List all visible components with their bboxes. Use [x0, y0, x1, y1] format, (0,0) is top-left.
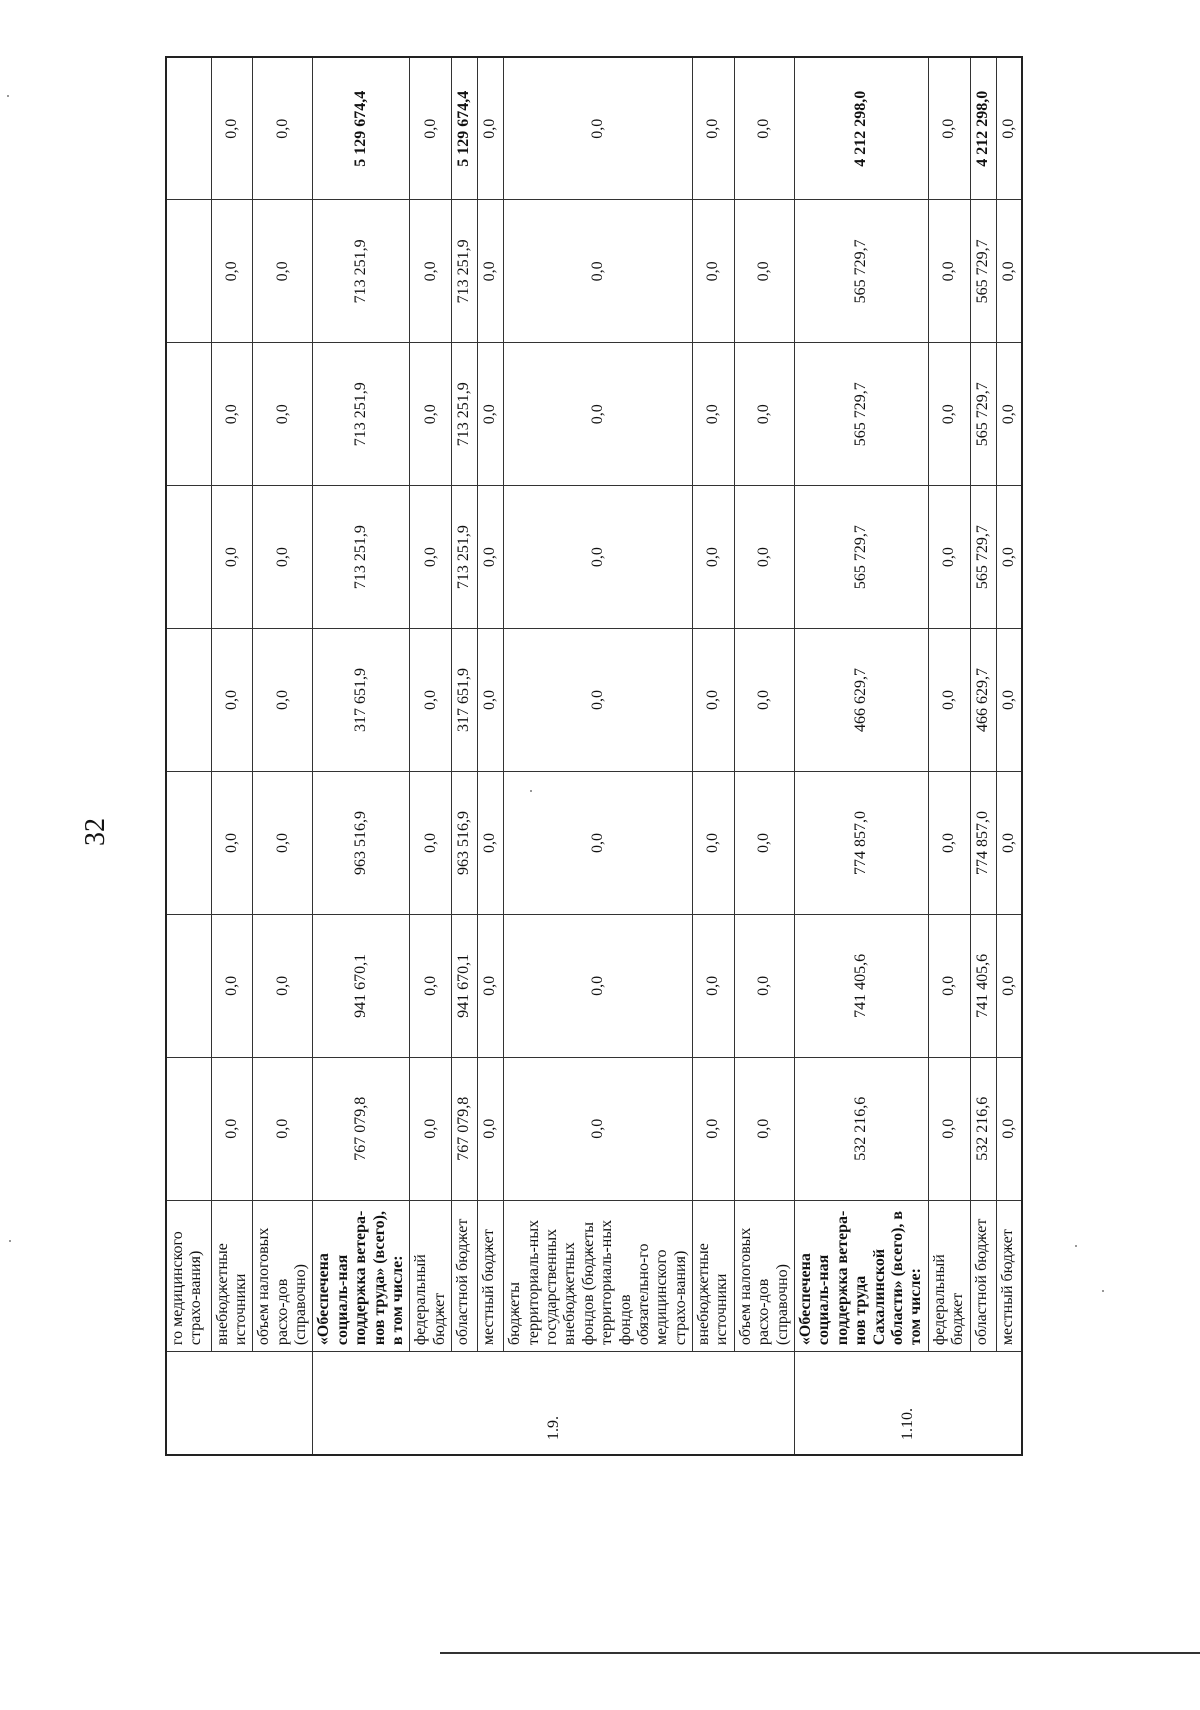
value-cell: 0,0	[253, 343, 313, 486]
value-cell: 0,0	[211, 200, 253, 343]
table-row	[734, 57, 794, 1455]
value-cell: 0,0	[928, 771, 970, 914]
value-cell	[166, 771, 211, 914]
value-cell: 0,0	[253, 771, 313, 914]
value-cell: 941 670,1	[452, 914, 478, 1057]
value-cell: 767 079,8	[313, 1057, 410, 1200]
value-cell: 0,0	[693, 629, 735, 772]
table-row	[928, 57, 970, 1455]
value-cell: 0,0	[996, 1057, 1022, 1200]
row-label: федеральный бюджет	[410, 1200, 452, 1351]
value-cell: 0,0	[996, 200, 1022, 343]
table-row	[693, 57, 735, 1455]
value-cell: 565 729,7	[970, 200, 996, 343]
value-cell: 941 670,1	[313, 914, 410, 1057]
row-label: федеральный бюджет	[928, 1200, 970, 1351]
total-cell: 0,0	[253, 57, 313, 200]
value-cell: 0,0	[693, 771, 735, 914]
row-label: областной бюджет	[452, 1200, 478, 1351]
total-cell: 4 212 298,0	[970, 57, 996, 200]
scan-speck	[1102, 1290, 1104, 1292]
bottom-rule	[440, 1652, 1200, 1654]
row-number-cell	[166, 1352, 313, 1455]
value-cell: 0,0	[693, 343, 735, 486]
value-cell: 466 629,7	[970, 629, 996, 772]
value-cell: 0,0	[410, 629, 452, 772]
budget-table-rotated	[165, 56, 1020, 1456]
value-cell: 0,0	[410, 914, 452, 1057]
value-cell: 963 516,9	[313, 771, 410, 914]
value-cell: 0,0	[928, 200, 970, 343]
total-cell: 0,0	[734, 57, 794, 200]
table-row	[996, 57, 1022, 1455]
value-cell	[166, 486, 211, 629]
table-row	[253, 57, 313, 1455]
value-cell: 0,0	[211, 1057, 253, 1200]
value-cell: 0,0	[410, 486, 452, 629]
row-label: местный бюджет	[996, 1200, 1022, 1351]
value-cell: 0,0	[410, 1057, 452, 1200]
value-cell: 0,0	[478, 486, 504, 629]
row-label: местный бюджет	[478, 1200, 504, 1351]
total-cell: 5 129 674,4	[452, 57, 478, 200]
total-cell: 0,0	[693, 57, 735, 200]
table-body	[166, 57, 1022, 1455]
value-cell: 532 216,6	[970, 1057, 996, 1200]
value-cell: 0,0	[996, 629, 1022, 772]
total-cell: 0,0	[211, 57, 253, 200]
row-number-cell: 1.9.	[313, 1352, 795, 1455]
value-cell: 0,0	[734, 629, 794, 772]
value-cell: 0,0	[693, 486, 735, 629]
value-cell: 713 251,9	[313, 200, 410, 343]
value-cell: 0,0	[211, 914, 253, 1057]
row-label: объем налоговых расхо-дов (справочно)	[734, 1200, 794, 1351]
value-cell	[166, 629, 211, 772]
value-cell	[166, 1057, 211, 1200]
value-cell: 0,0	[211, 629, 253, 772]
value-cell: 0,0	[693, 1057, 735, 1200]
table-row	[452, 57, 478, 1455]
value-cell: 0,0	[734, 1057, 794, 1200]
value-cell: 0,0	[504, 629, 693, 772]
row-label: «Обеспечена социаль-ная поддержка ветера-нов труда» (всего), в том числе:	[313, 1200, 410, 1351]
value-cell: 774 857,0	[970, 771, 996, 914]
value-cell: 0,0	[478, 771, 504, 914]
value-cell: 0,0	[253, 200, 313, 343]
row-label: объем налоговых расхо-дов (справочно)	[253, 1200, 313, 1351]
table-row	[504, 57, 693, 1455]
value-cell: 0,0	[996, 343, 1022, 486]
table-row	[970, 57, 996, 1455]
value-cell: 0,0	[928, 486, 970, 629]
scan-speck	[1075, 1245, 1077, 1247]
value-cell: 0,0	[734, 914, 794, 1057]
value-cell: 0,0	[478, 914, 504, 1057]
value-cell: 0,0	[734, 486, 794, 629]
total-cell: 0,0	[410, 57, 452, 200]
value-cell: 0,0	[478, 343, 504, 486]
value-cell: 0,0	[928, 343, 970, 486]
value-cell: 0,0	[734, 771, 794, 914]
value-cell: 713 251,9	[313, 486, 410, 629]
value-cell: 565 729,7	[795, 200, 929, 343]
row-number-cell: 1.10.	[795, 1352, 1023, 1455]
value-cell: 0,0	[734, 343, 794, 486]
total-cell: 0,0	[928, 57, 970, 200]
value-cell: 963 516,9	[452, 771, 478, 914]
value-cell: 0,0	[504, 200, 693, 343]
table-row	[478, 57, 504, 1455]
value-cell: 0,0	[734, 200, 794, 343]
value-cell: 466 629,7	[795, 629, 929, 772]
scan-speck	[7, 95, 9, 97]
value-cell: 713 251,9	[452, 343, 478, 486]
total-cell: 5 129 674,4	[313, 57, 410, 200]
value-cell: 741 405,6	[970, 914, 996, 1057]
value-cell: 0,0	[504, 486, 693, 629]
value-cell	[166, 343, 211, 486]
value-cell: 0,0	[410, 771, 452, 914]
value-cell: 0,0	[253, 629, 313, 772]
value-cell: 0,0	[996, 486, 1022, 629]
table-row	[410, 57, 452, 1455]
value-cell: 774 857,0	[795, 771, 929, 914]
value-cell: 0,0	[928, 629, 970, 772]
total-cell: 0,0	[996, 57, 1022, 200]
table-row	[211, 57, 253, 1455]
value-cell: 317 651,9	[313, 629, 410, 772]
value-cell: 565 729,7	[970, 343, 996, 486]
value-cell: 0,0	[928, 914, 970, 1057]
row-label: внебюджетные источники	[693, 1200, 735, 1351]
budget-table	[165, 56, 1023, 1456]
value-cell: 741 405,6	[795, 914, 929, 1057]
value-cell: 0,0	[693, 200, 735, 343]
value-cell: 565 729,7	[795, 486, 929, 629]
row-label: бюджеты территориаль-ных государственных внебюджетных фондов (бюджеты территориаль-ных фондов обязательно-го медицинского страхо-вания)	[504, 1200, 693, 1351]
value-cell: 713 251,9	[313, 343, 410, 486]
total-cell: 0,0	[504, 57, 693, 200]
value-cell: 0,0	[504, 343, 693, 486]
row-label: «Обеспечена социаль-ная поддержка ветера-нов труда Сахалинской области» (всего), в том числе:	[795, 1200, 929, 1351]
total-cell: 4 212 298,0	[795, 57, 929, 200]
row-label: внебюджетные источники	[211, 1200, 253, 1351]
value-cell: 565 729,7	[970, 486, 996, 629]
scan-speck	[9, 1240, 11, 1242]
table-row	[795, 57, 929, 1455]
value-cell: 0,0	[211, 343, 253, 486]
value-cell: 767 079,8	[452, 1057, 478, 1200]
value-cell: 317 651,9	[452, 629, 478, 772]
total-cell	[166, 57, 211, 200]
value-cell	[166, 200, 211, 343]
table-row	[313, 57, 410, 1455]
scan-speck	[530, 790, 532, 792]
value-cell: 0,0	[996, 914, 1022, 1057]
value-cell: 0,0	[211, 486, 253, 629]
value-cell	[166, 914, 211, 1057]
row-label: областной бюджет	[970, 1200, 996, 1351]
value-cell: 0,0	[504, 1057, 693, 1200]
value-cell: 0,0	[504, 914, 693, 1057]
value-cell: 0,0	[211, 771, 253, 914]
value-cell: 0,0	[410, 200, 452, 343]
value-cell: 0,0	[253, 914, 313, 1057]
value-cell: 0,0	[253, 486, 313, 629]
value-cell: 713 251,9	[452, 486, 478, 629]
value-cell: 0,0	[504, 771, 693, 914]
value-cell: 0,0	[253, 1057, 313, 1200]
value-cell: 0,0	[410, 343, 452, 486]
value-cell: 532 216,6	[795, 1057, 929, 1200]
value-cell: 713 251,9	[452, 200, 478, 343]
row-label: го медицинского страхо-вания)	[166, 1200, 211, 1351]
value-cell: 0,0	[996, 771, 1022, 914]
value-cell: 0,0	[478, 1057, 504, 1200]
value-cell: 0,0	[478, 629, 504, 772]
table-row	[166, 57, 211, 1455]
value-cell: 0,0	[478, 200, 504, 343]
value-cell: 0,0	[928, 1057, 970, 1200]
page-number: 32	[80, 818, 111, 846]
value-cell: 565 729,7	[795, 343, 929, 486]
total-cell: 0,0	[478, 57, 504, 200]
value-cell: 0,0	[693, 914, 735, 1057]
